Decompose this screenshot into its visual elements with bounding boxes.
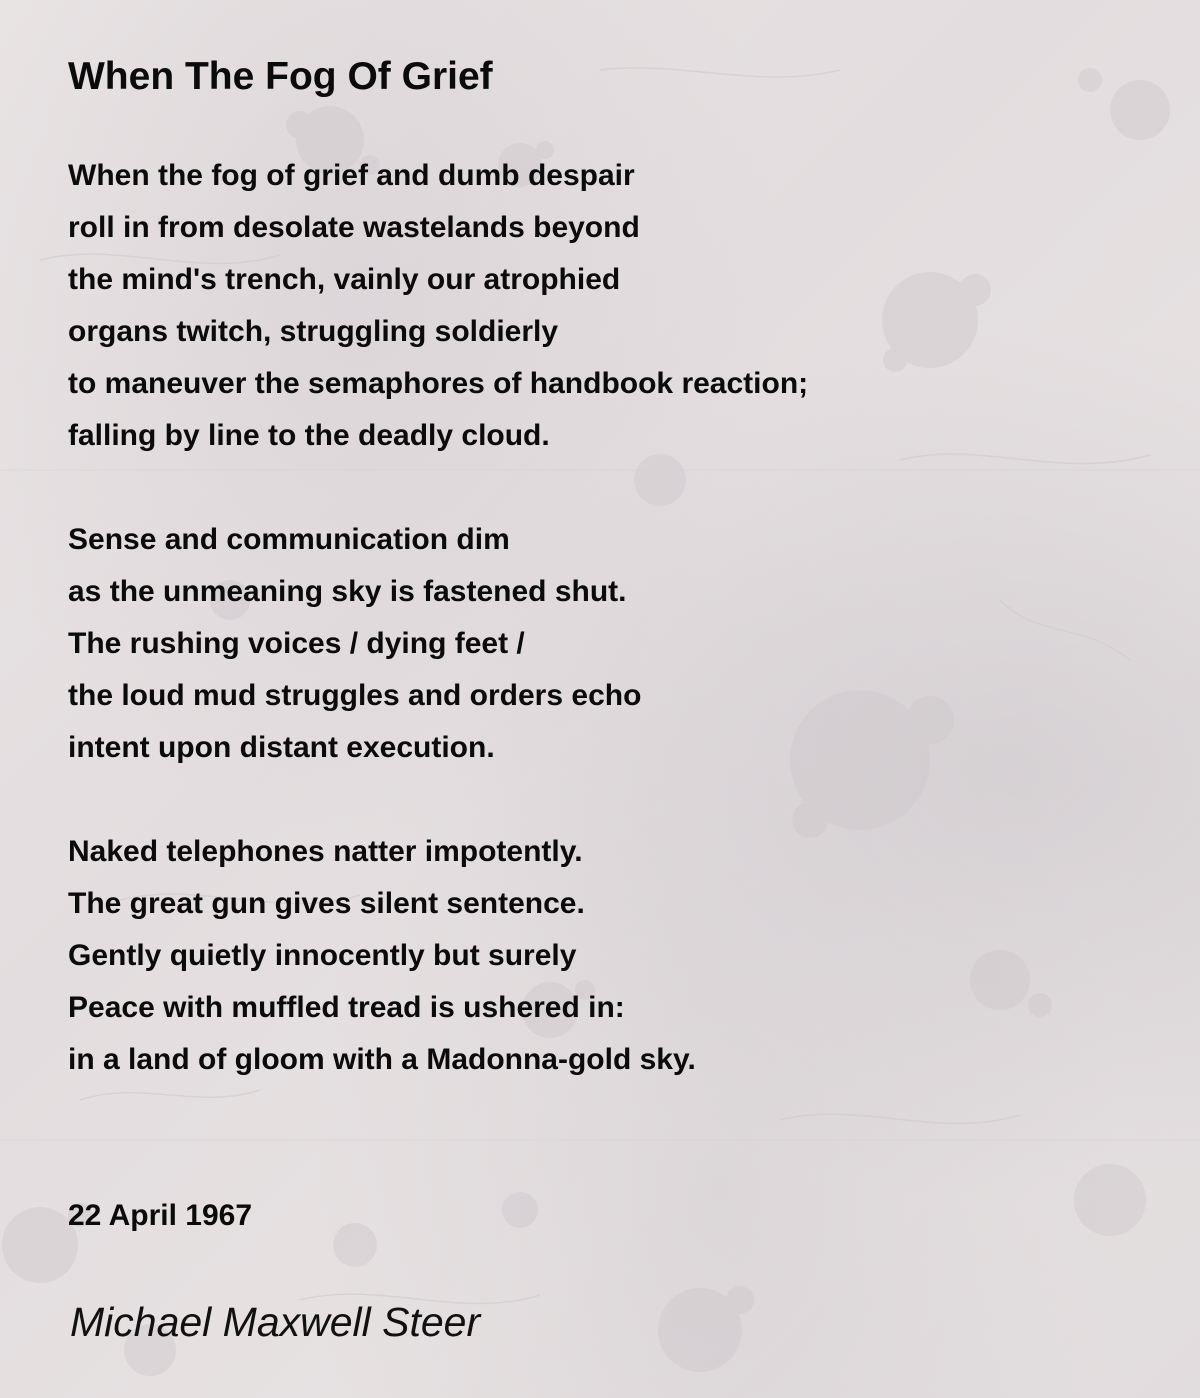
poem-line: When the fog of grief and dumb despair [68,159,635,192]
poem-line: Sense and communication dim [68,523,510,556]
poem-line: roll in from desolate wastelands beyond [68,211,640,244]
poem-line: Gently quietly innocently but surely [68,939,577,972]
poem-line: organs twitch, struggling soldierly [68,315,559,348]
poem-title: When The Fog Of Grief [68,55,493,98]
poem-line: Peace with muffled tread is ushered in: [68,991,625,1024]
stanza-2 [68,514,641,774]
stanza-3 [68,826,696,1086]
poem-line: intent upon distant execution. [68,731,495,764]
poem-line: The rushing voices / dying feet / [68,627,525,660]
poem-line: falling by line to the deadly cloud. [68,419,550,452]
poem-line: in a land of gloom with a Madonna-gold sky. [68,1043,696,1076]
poem-date: 22 April 1967 [68,1199,252,1232]
stanza-1 [68,150,808,462]
poem-line: Naked telephones natter impotently. [68,835,583,868]
poem-line: the loud mud struggles and orders echo [68,679,642,712]
poem-line: to maneuver the semaphores of handbook reaction; [68,367,809,400]
poem-line: as the unmeaning sky is fastened shut. [68,575,627,608]
poem-author: Michael Maxwell Steer [70,1299,481,1345]
poem-line: the mind's trench, vainly our atrophied [68,263,621,296]
poem-line: The great gun gives silent sentence. [68,887,585,920]
